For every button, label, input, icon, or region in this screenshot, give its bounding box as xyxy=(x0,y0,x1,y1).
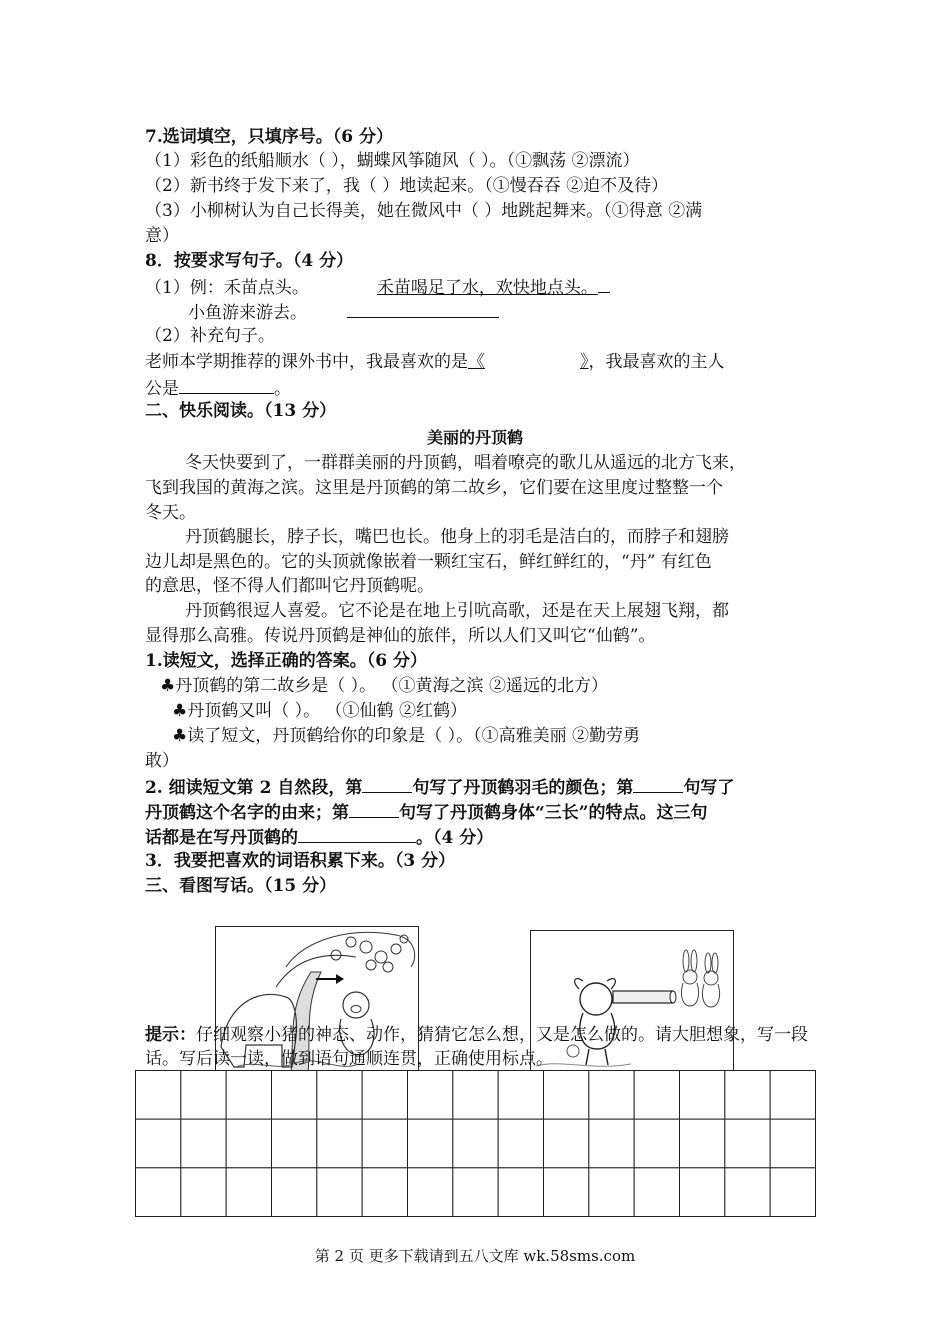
grid-cell[interactable] xyxy=(589,1071,634,1120)
grid-cell[interactable] xyxy=(589,1119,634,1168)
q8-fish-line xyxy=(188,299,499,325)
grid-cell[interactable] xyxy=(544,1168,589,1217)
grid-cell[interactable] xyxy=(408,1071,453,1120)
grid-cell[interactable] xyxy=(498,1168,543,1217)
q8-example-label: （1）例：禾苗点头。 xyxy=(145,278,309,298)
q8-sentence-line-2: 公是 。 xyxy=(145,375,291,401)
grid-cell[interactable] xyxy=(317,1119,362,1168)
q8-sentence-line-1 xyxy=(145,350,725,374)
grid-cell[interactable] xyxy=(725,1168,770,1217)
grid-cell[interactable] xyxy=(181,1071,226,1120)
grid-cell[interactable] xyxy=(272,1071,317,1120)
q8-book-blank[interactable]: 《 》 xyxy=(468,352,589,372)
grid-cell[interactable] xyxy=(136,1168,181,1217)
reading-q1-b: ♣丹顶鹤又叫（ ）。 （①仙鹤 ②红鹤） xyxy=(172,701,467,721)
writing-grid[interactable] xyxy=(135,1070,816,1217)
grid-cell[interactable] xyxy=(725,1071,770,1120)
section3-title: 三、看图写话。（15 分） xyxy=(145,876,337,896)
grid-cell[interactable] xyxy=(770,1119,815,1168)
grid-cell[interactable] xyxy=(498,1071,543,1120)
q7-line-4: 意） xyxy=(145,226,179,246)
grid-cell[interactable] xyxy=(589,1168,634,1217)
passage-p3-l2: 显得那么高雅。传说丹顶鹤是神仙的旅伴，所以人们又叫它“仙鹤”。 xyxy=(145,626,656,646)
passage-title: 美丽的丹顶鹤 xyxy=(426,428,523,447)
q8-part2: （2）补充句子。 xyxy=(145,326,275,346)
grid-cell[interactable] xyxy=(770,1168,815,1217)
grid-cell[interactable] xyxy=(544,1119,589,1168)
passage-p2-l3: 的意思，怪不得人们都叫它丹顶鹤呢。 xyxy=(145,576,434,596)
grid-cell[interactable] xyxy=(317,1071,362,1120)
grid-cell[interactable] xyxy=(725,1119,770,1168)
hint-text-1: 仔细观察小猪的神态、动作，猜猜它怎么想，又是怎么做的。请大胆想象，写一段 xyxy=(196,1025,808,1045)
grid-cell[interactable] xyxy=(680,1071,725,1120)
grid-cell[interactable] xyxy=(226,1168,271,1217)
grid-cell[interactable] xyxy=(362,1119,407,1168)
q8-sentence-c: 公是 xyxy=(145,379,179,399)
grid-cell[interactable] xyxy=(544,1071,589,1120)
passage-p1-l2: 飞到我国的黄海之滨。这里是丹顶鹤的第二故乡，它们要在这里度过整整一个 xyxy=(145,478,723,498)
grid-cell[interactable] xyxy=(453,1071,498,1120)
grid-cell[interactable] xyxy=(634,1071,679,1120)
q7-title: 7.选词填空，只填序号。（6 分） xyxy=(145,127,393,147)
passage-p2-l2: 边儿却是黑色的。它的头顶就像嵌着一颗红宝石，鲜红鲜红的，“丹” 有红色 xyxy=(145,552,712,572)
q2-blank-4[interactable] xyxy=(298,824,416,843)
q2-blank-3[interactable] xyxy=(349,799,399,818)
grid-cell[interactable] xyxy=(680,1119,725,1168)
q8-sentence-a: 老师本学期推荐的课外书中，我最喜欢的是 xyxy=(145,352,468,372)
reading-q3: 3．我要把喜欢的词语积累下来。（3 分） xyxy=(145,851,456,871)
grid-cell[interactable] xyxy=(680,1168,725,1217)
grid-cell[interactable] xyxy=(408,1119,453,1168)
reading-q2-line-3: 话都是在写丹顶鹤的 。（4 分） xyxy=(145,824,493,850)
hint-label: 提示： xyxy=(145,1025,196,1045)
grid-cell[interactable] xyxy=(453,1168,498,1217)
hint-line-1 xyxy=(145,1023,808,1047)
q8-sentence-b: ，我最喜欢的主人 xyxy=(588,352,725,372)
q2-blank-1[interactable] xyxy=(362,774,412,793)
grid-cell[interactable] xyxy=(181,1168,226,1217)
grid-cell[interactable] xyxy=(408,1168,453,1217)
reading-q1-d: 敢） xyxy=(145,751,179,771)
reading-q1-a: ♣丹顶鹤的第二故乡是（ ）。 （①黄海之滨 ②遥远的北方） xyxy=(160,676,608,696)
page-footer: 第 2 页 更多下载请到五八文库 wk.58sms.com xyxy=(314,1247,636,1265)
q7-line-1: （1）彩色的纸船顺水（ ），蝴蝶风筝随风（ ）。（①飘荡 ②漂流） xyxy=(145,151,640,171)
reading-q2-line-1: 2. 细读短文第 2 自然段，第 句写了丹顶鹤羽毛的颜色；第 句写了 xyxy=(145,774,734,800)
reading-q1-title: 1.读短文，选择正确的答案。（6 分） xyxy=(145,651,427,671)
reading-q1-c: ♣读了短文，丹顶鹤给你的印象是（ ）。（①高雅美丽 ②勤劳勇 xyxy=(172,726,641,746)
grid-cell[interactable] xyxy=(317,1168,362,1217)
grid-cell[interactable] xyxy=(362,1071,407,1120)
grid-cell[interactable] xyxy=(770,1071,815,1120)
passage-p3-l1: 丹顶鹤很逗人喜爱。它不论是在地上引吭高歌，还是在天上展翅飞翔，都 xyxy=(185,601,729,621)
grid-cell[interactable] xyxy=(272,1168,317,1217)
grid-cell[interactable] xyxy=(136,1119,181,1168)
grid-cell[interactable] xyxy=(634,1119,679,1168)
section2-title: 二、快乐阅读。（13 分） xyxy=(145,401,337,421)
q8-hero-blank[interactable] xyxy=(179,375,274,394)
grid-cell[interactable] xyxy=(453,1119,498,1168)
passage-p1-l3: 冬天。 xyxy=(145,503,196,523)
q8-fish-sentence: 小鱼游来游去。 xyxy=(188,303,307,323)
passage-p1-l1: 冬天快要到了，一群群美丽的丹顶鹤，唱着嘹亮的歌儿从遥远的北方飞来， xyxy=(185,453,746,473)
hint-line-2: 话。写后读一读，做到语句通顺连贯，正确使用标点。 xyxy=(145,1049,553,1069)
q7-line-2: （2）新书终于发下来了，我（ ）地读起来。（①慢吞吞 ②迫不及待） xyxy=(145,176,669,196)
reading-q2-line-2: 丹顶鹤这个名字的由来；第 句写了丹顶鹤身体“三长”的特点。这三句 xyxy=(145,799,708,825)
q8-fish-blank[interactable] xyxy=(347,299,499,318)
passage-p2-l1: 丹顶鹤腿长，脖子长，嘴巴也长。他身上的羽毛是洁白的，而脖子和翅膀 xyxy=(185,527,729,547)
grid-cell[interactable] xyxy=(272,1119,317,1168)
grid-cell[interactable] xyxy=(136,1071,181,1120)
pig-rabbits-sketch xyxy=(531,931,733,1077)
grid-cell[interactable] xyxy=(226,1119,271,1168)
q8-example xyxy=(145,274,610,300)
grid-cell[interactable] xyxy=(226,1071,271,1120)
q8-title: 8．按要求写句子。（4 分） xyxy=(145,251,354,271)
grid-cell[interactable] xyxy=(181,1119,226,1168)
q7-line-3: （3）小柳树认为自己长得美，她在微风中（ ）地跳起舞来。（①得意 ②满 xyxy=(145,201,703,221)
grid-cell[interactable] xyxy=(634,1168,679,1217)
q8-example-answer: 禾苗喝足了水，欢快地点头。 xyxy=(376,278,598,298)
grid-cell[interactable] xyxy=(362,1168,407,1217)
picture-pig-rabbits xyxy=(530,930,734,1078)
grid-cell[interactable] xyxy=(498,1119,543,1168)
q2-blank-2[interactable] xyxy=(633,774,683,793)
